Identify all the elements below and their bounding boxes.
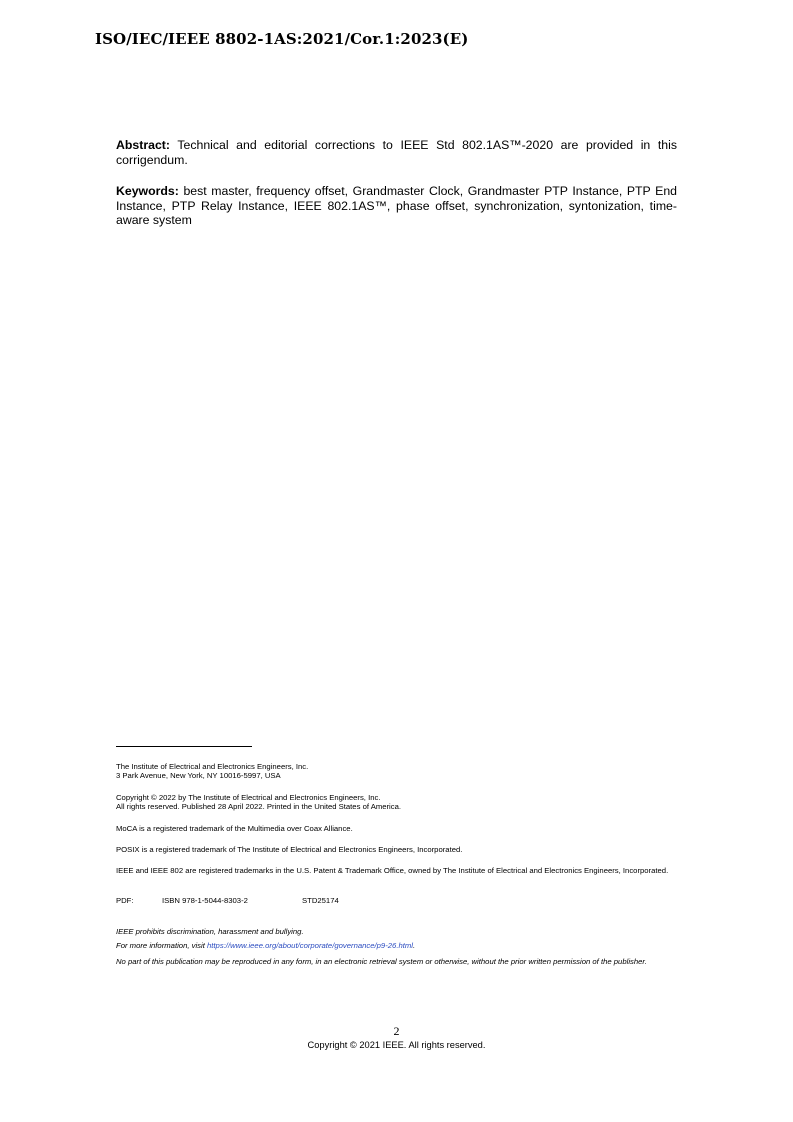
abstract-paragraph bbox=[116, 138, 677, 167]
copyright-line: Copyright © 2022 by The Institute of Electrical and Electronics Engineers, Inc. bbox=[116, 793, 381, 802]
pdf-label: PDF: bbox=[116, 896, 134, 905]
keywords-paragraph bbox=[116, 184, 677, 228]
ieee-trademark: IEEE and IEEE 802 are registered trademarks in the U.S. Patent & Trademark Office, owned by The Institute of Electrical and Electronics Engineers, Incorporated. bbox=[116, 866, 669, 875]
moca-trademark: MoCA is a registered trademark of the Multimedia over Coax Alliance. bbox=[116, 824, 353, 833]
publisher-address bbox=[116, 762, 679, 780]
document-header: ISO/IEC/IEEE 8802-1AS:2021/Cor.1:2023(E) bbox=[95, 30, 469, 48]
copyright-notice bbox=[116, 793, 679, 811]
governance-link[interactable]: https://www.ieee.org/about/corporate/governance/p9-26.html bbox=[207, 941, 413, 950]
footnote-divider bbox=[116, 746, 252, 747]
discrimination-notice: IEEE prohibits discrimination, harassment and bullying. bbox=[116, 927, 304, 936]
isbn-number: ISBN 978-1-5044-8303-2 bbox=[162, 896, 248, 905]
publisher-name: The Institute of Electrical and Electronics Engineers, Inc. bbox=[116, 762, 309, 771]
footer-copyright: Copyright © 2021 IEEE. All rights reserved. bbox=[307, 1040, 486, 1050]
keywords-text: best master, frequency offset, Grandmaster Clock, Grandmaster PTP Instance, PTP End Instance, PTP Relay Instance, IEEE 802.1AS™, phase offset, synchronization, syntonization, time-aware system bbox=[116, 184, 677, 227]
more-info-prefix: For more information, visit bbox=[116, 941, 207, 950]
isbn-line bbox=[116, 896, 679, 905]
abstract-label: Abstract: bbox=[116, 138, 170, 152]
more-info-line bbox=[116, 941, 679, 950]
page-number: 2 bbox=[393, 1024, 400, 1038]
more-info-suffix: . bbox=[412, 941, 416, 950]
posix-trademark: POSIX is a registered trademark of The Institute of Electrical and Electronics Engineers, Incorporated. bbox=[116, 845, 463, 854]
publication-line: All rights reserved. Published 28 April 2022. Printed in the United States of America. bbox=[116, 802, 402, 812]
keywords-label: Keywords: bbox=[116, 184, 179, 198]
std-code: STD25174 bbox=[302, 896, 339, 905]
publisher-street: 3 Park Avenue, New York, NY 10016-5997, USA bbox=[116, 771, 281, 781]
abstract-text: Technical and editorial corrections to IEEE Std 802.1AS™-2020 are provided in this corrigendum. bbox=[116, 138, 677, 167]
reproduction-notice: No part of this publication may be reproduced in any form, in an electronic retrieval system or otherwise, without the prior written permission of the publisher. bbox=[116, 957, 647, 966]
